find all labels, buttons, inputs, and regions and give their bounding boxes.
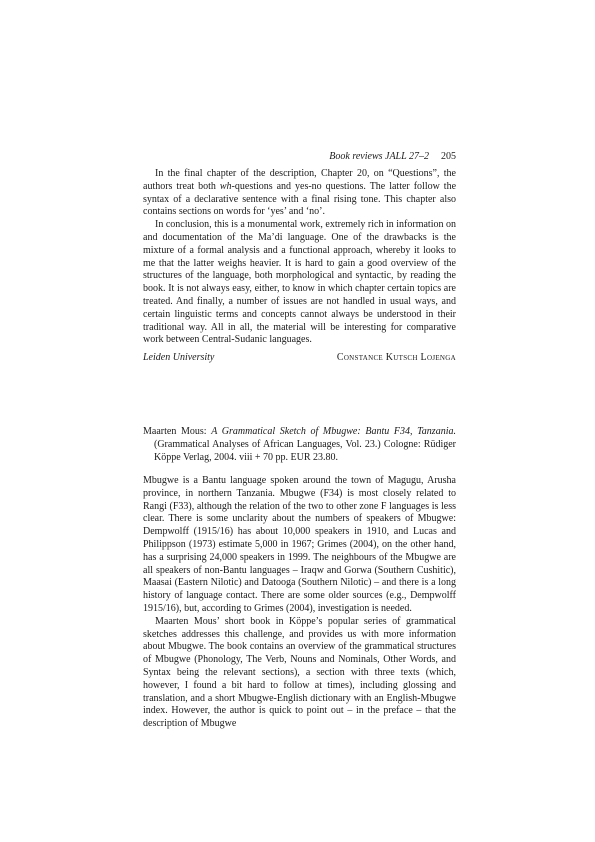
review-one-body [143, 168, 456, 347]
book-title: A Grammatical Sketch of Mbugwe: Bantu F34, Tanzania. [211, 426, 456, 437]
review-two-body [143, 475, 456, 731]
page-number: 205 [441, 151, 456, 162]
reviewer-affiliation: Leiden University [143, 352, 215, 363]
reviewer-name: Constance Kutsch Lojenga [336, 352, 456, 363]
paragraph: In the final chapter of the description, Chapter 20, on “Questions”, the authors treat both wh-questions and yes-no questions. The latter follow the syntax of a declarative sentence with a final rising tone. This chapter also contains sections on words for ‘yes’ and ‘no’. [143, 168, 457, 218]
book-author: Maarten Mous: [143, 426, 212, 437]
review-signature [143, 351, 456, 364]
paragraph: Mbugwe is a Bantu language spoken around the town of Magugu, Arusha province, in northern Tanzania. Mbugwe (F34) is most closely related to Rangi (F33), although the relation of the two to other zone F languages is less clear. There is some unclarity about the numbers of speakers of Mbugwe: Dempwolff (1915/16) has about 10,000 speakers in 1910, and Lucas and Philippson (1973) estimate 5,000 in 1967; Grimes (2004), on the other hand, has a surprising 24,000 speakers in 1999. The neighbours of the Mbugwe are all speakers of non-Bantu languages – Iraqw and Gorwa (Southern Cushitic), Maasai (Eastern Nilotic) and Datooga (Southern Nilotic) – and there is a long history of language contact. There are some older sources (e.g., Dempwolff 1915/16), but, according to Grimes (2004), investigation is needed. [143, 475, 456, 614]
paragraph: In conclusion, this is a monumental work, extremely rich in information on and documentation of the Ma’di language. One of the drawbacks is the mixture of a formal analysis and a functional approach, whereby it looks to me that the latter weighs heavier. It is hard to gain a good overview of the structures of the language, both morphological and syntactic, by reading the book. It is not always easy, either, to know in which chapter certain topics are treated. And finally, a number of issues are not handled in usual ways, and certain linguistic terms and concepts cannot always be understood in their traditional way. All in all, the material will be interesting for comparative work between Central-Sudanic languages. [143, 219, 456, 346]
emphasis: wh [219, 180, 232, 192]
journal-title: Book reviews JALL 27–2 [329, 151, 429, 162]
book-reference [143, 425, 456, 464]
paragraph: Maarten Mous’ short book in Köppe’s popular series of grammatical sketches addresses this challenge, and provides us with more information about Mbugwe. The book contains an overview of the grammatical structures of Mbugwe (Phonology, The Verb, Nouns and Nominals, Other Words, and Syntax being the relevant sections), a section with three texts (which, however, I found a bit hard to follow at times), including glossing and translation, and a short Mbugwe-English dictionary with an English-Mbugwe index. However, the author is quick to point out – in the preface – that the description of Mbugwe [143, 615, 456, 730]
book-details: (Grammatical Analyses of African Languages, Vol. 23.) Cologne: Rüdiger Köppe Verlag, 2004. viii + 70 pp. EUR 23.80. [154, 439, 456, 463]
running-header [143, 150, 456, 163]
